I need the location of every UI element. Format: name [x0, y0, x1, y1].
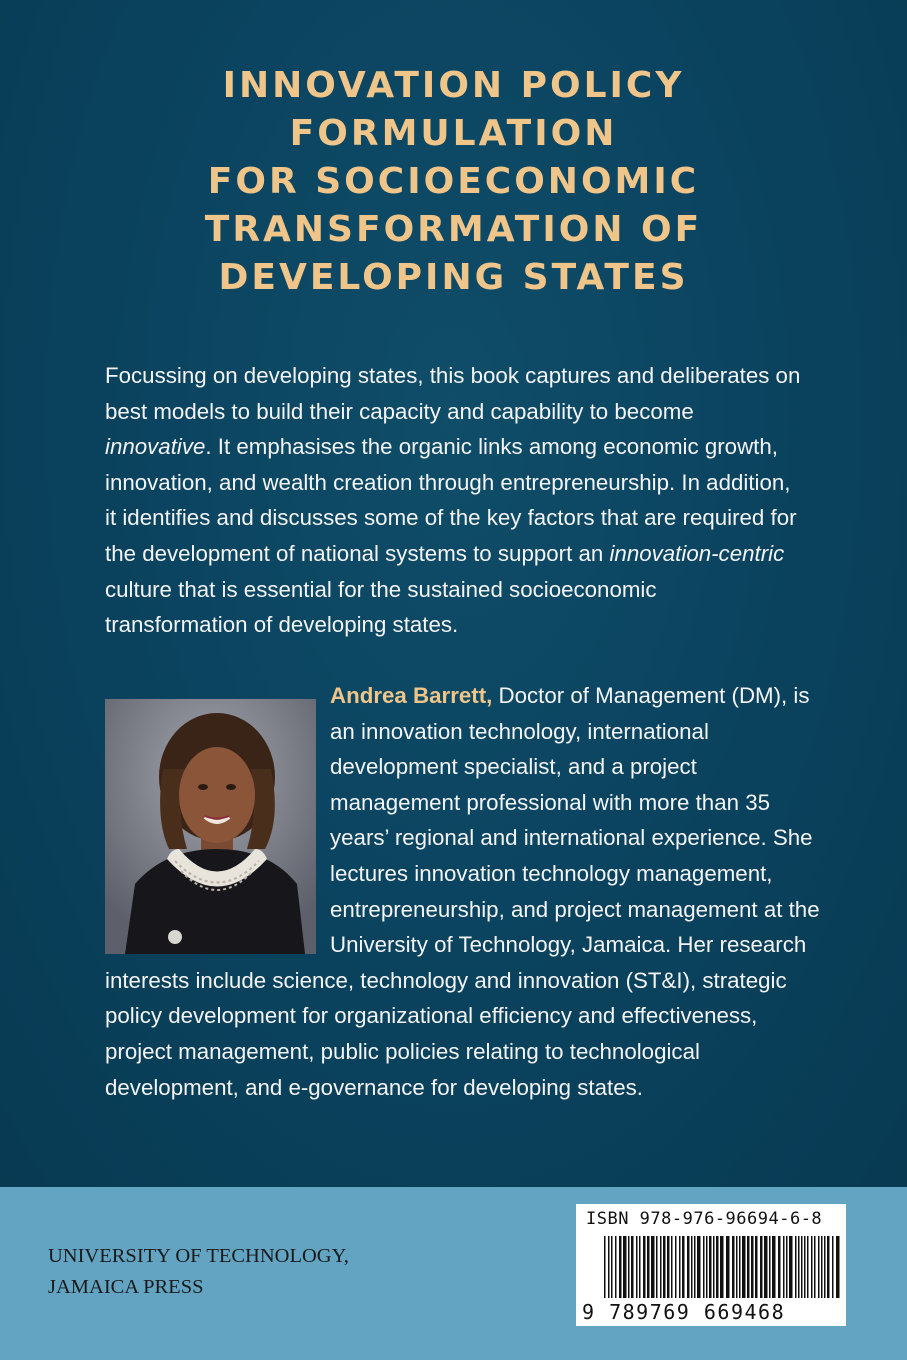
author-bio-text: Doctor of Management (DM), is an innovation technology, international development specialist, and a project management professional with more than 35 years’ regional and international experience. She lectures innovation technology management, entrepreneurship, and project management at the University of Technology, Jamaica. Her research interests include science, technology and innovation (ST&I), strategic policy development for organizational efficiency and effectiveness, project management, public policies relating to technological development, and e-governance for developing states. — [105, 683, 820, 1100]
title-line: FORMULATION — [289, 113, 618, 154]
description-emphasis: innovation-centric — [609, 540, 785, 566]
author-bio — [105, 678, 830, 1105]
title-line: FOR SOCIOECONOMIC — [207, 161, 700, 202]
description-text: . It emphasises the organic links among economic growth, innovation, and wealth creation through entrepreneurship. In addition, it identifies and discusses some of the key factors that are required for the development of national systems to support an — [105, 434, 797, 566]
publisher-name — [48, 1241, 349, 1303]
description-emphasis: innovative — [105, 434, 206, 460]
author-name: Andrea Barrett, — [330, 683, 493, 708]
description-text: Focussing on developing states, this book captures and deliberates on best models to build their capacity and capability to become — [105, 363, 801, 424]
description-text: culture that is essential for the sustained socioeconomic transformation of developing states. — [105, 576, 657, 638]
isbn-label: ISBN 978-976-96694-6-8 — [586, 1209, 823, 1229]
photo-float-spacer — [105, 678, 330, 962]
title-line: TRANSFORMATION OF — [204, 209, 703, 250]
publisher-line: JAMAICA PRESS — [48, 1276, 204, 1298]
title-line: DEVELOPING STATES — [218, 257, 689, 298]
publisher-line: UNIVERSITY OF TECHNOLOGY, — [48, 1245, 349, 1267]
isbn-barcode-box — [576, 1204, 846, 1326]
book-description — [105, 358, 805, 643]
barcode-digits: 9 789769 669468 — [582, 1300, 786, 1324]
book-title — [0, 62, 907, 302]
title-line: INNOVATION POLICY — [222, 65, 685, 106]
